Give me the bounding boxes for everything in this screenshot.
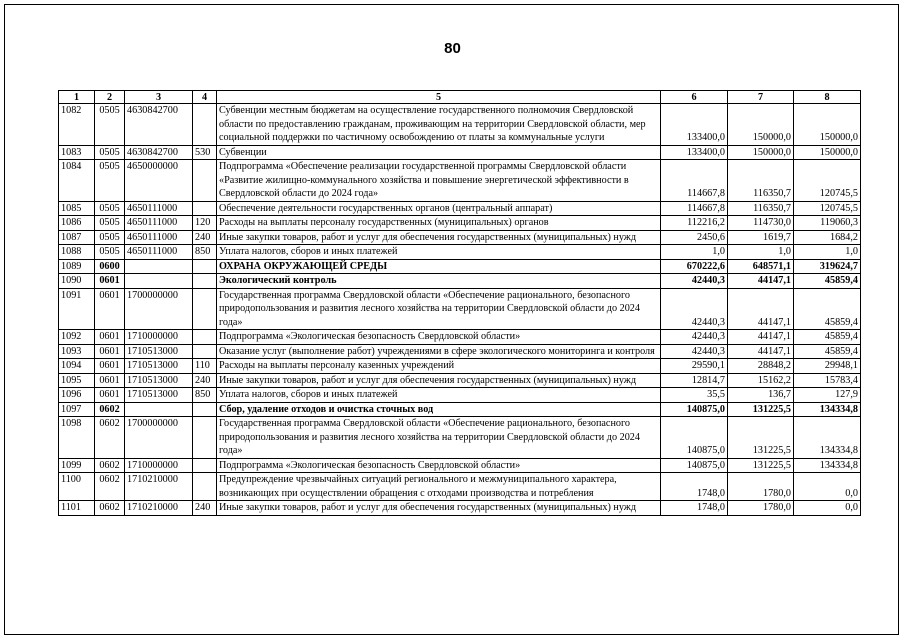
amount-col7-cell: 136,7	[728, 388, 794, 403]
section-code-cell: 0505	[95, 160, 125, 202]
target-article-cell: 1710000000	[125, 330, 193, 345]
amount-col6-cell: 140875,0	[661, 458, 728, 473]
expense-type-cell: 850	[193, 245, 217, 260]
amount-col7-cell: 28848,2	[728, 359, 794, 374]
target-article-cell: 4650111000	[125, 216, 193, 231]
expense-type-cell	[193, 201, 217, 216]
amount-col8-cell: 15783,4	[794, 373, 861, 388]
target-article-cell: 4630842700	[125, 145, 193, 160]
amount-col6-cell: 114667,8	[661, 201, 728, 216]
section-code-cell: 0505	[95, 104, 125, 146]
amount-col7-cell: 1780,0	[728, 473, 794, 501]
row-number-cell: 1098	[59, 417, 95, 459]
item-name-cell: Обеспечение деятельности государственных органов (центральный аппарат)	[217, 201, 661, 216]
budget-table	[58, 90, 861, 516]
table-body	[59, 104, 861, 516]
target-article-cell: 1710513000	[125, 373, 193, 388]
row-number-cell: 1084	[59, 160, 95, 202]
table-row	[59, 458, 861, 473]
amount-col7-cell: 44147,1	[728, 330, 794, 345]
target-article-cell: 1710513000	[125, 344, 193, 359]
amount-col6-cell: 42440,3	[661, 274, 728, 289]
item-name-cell: Государственная программа Свердловской области «Обеспечение рационального, безопасного природопользования и развития лесного хозяйства на территории Свердловской области до 2024 года»	[217, 417, 661, 459]
amount-col7-cell: 15162,2	[728, 373, 794, 388]
row-number-cell: 1090	[59, 274, 95, 289]
item-name-cell: Государственная программа Свердловской области «Обеспечение рационального, безопасного природопользования и развития лесного хозяйства на территории Свердловской области до 2024 года»	[217, 288, 661, 330]
amount-col7-cell: 131225,5	[728, 402, 794, 417]
section-code-cell: 0601	[95, 373, 125, 388]
item-name-cell: Иные закупки товаров, работ и услуг для обеспечения государственных (муниципальных) нужд	[217, 373, 661, 388]
amount-col8-cell: 45859,4	[794, 288, 861, 330]
item-name-cell: Субвенции местным бюджетам на осуществление государственного полномочия Свердловской области по предоставлению гражданам, проживающим на территории Свердловской области, мер социальной поддержки по частичному освобождению от платы за коммунальные услуги	[217, 104, 661, 146]
row-number-cell: 1088	[59, 245, 95, 260]
amount-col8-cell: 120745,5	[794, 201, 861, 216]
amount-col6-cell: 35,5	[661, 388, 728, 403]
table-row	[59, 104, 861, 146]
target-article-cell: 4650111000	[125, 245, 193, 260]
amount-col7-cell: 150000,0	[728, 145, 794, 160]
section-code-cell: 0505	[95, 216, 125, 231]
column-header: 3	[125, 91, 193, 104]
table-row	[59, 274, 861, 289]
row-number-cell: 1083	[59, 145, 95, 160]
item-name-cell: Сбор, удаление отходов и очистка сточных вод	[217, 402, 661, 417]
row-number-cell: 1095	[59, 373, 95, 388]
amount-col6-cell: 1,0	[661, 245, 728, 260]
item-name-cell: Иные закупки товаров, работ и услуг для обеспечения государственных (муниципальных) нужд	[217, 501, 661, 516]
column-header: 6	[661, 91, 728, 104]
amount-col8-cell: 150000,0	[794, 104, 861, 146]
target-article-cell: 1710210000	[125, 473, 193, 501]
amount-col6-cell: 12814,7	[661, 373, 728, 388]
amount-col6-cell: 1748,0	[661, 501, 728, 516]
page-number: 80	[444, 40, 461, 57]
section-code-cell: 0601	[95, 359, 125, 374]
table-row	[59, 245, 861, 260]
table-row	[59, 359, 861, 374]
section-code-cell: 0505	[95, 201, 125, 216]
amount-col8-cell: 0,0	[794, 473, 861, 501]
amount-col7-cell: 1,0	[728, 245, 794, 260]
item-name-cell: Подпрограмма «Экологическая безопасность Свердловской области»	[217, 458, 661, 473]
row-number-cell: 1082	[59, 104, 95, 146]
target-article-cell	[125, 274, 193, 289]
table-row	[59, 230, 861, 245]
expense-type-cell	[193, 458, 217, 473]
row-number-cell: 1087	[59, 230, 95, 245]
row-number-cell: 1099	[59, 458, 95, 473]
target-article-cell	[125, 402, 193, 417]
amount-col8-cell: 127,9	[794, 388, 861, 403]
item-name-cell: Иные закупки товаров, работ и услуг для обеспечения государственных (муниципальных) нужд	[217, 230, 661, 245]
table-row	[59, 402, 861, 417]
table-row	[59, 373, 861, 388]
expense-type-cell: 120	[193, 216, 217, 231]
table-row	[59, 201, 861, 216]
item-name-cell: Оказание услуг (выполнение работ) учреждениями в сфере экологического мониторинга и контроля	[217, 344, 661, 359]
table-row	[59, 501, 861, 516]
amount-col8-cell: 1684,2	[794, 230, 861, 245]
row-number-cell: 1086	[59, 216, 95, 231]
table-row	[59, 216, 861, 231]
table-row	[59, 388, 861, 403]
expense-type-cell: 240	[193, 501, 217, 516]
amount-col6-cell: 133400,0	[661, 104, 728, 146]
amount-col7-cell: 1619,7	[728, 230, 794, 245]
target-article-cell: 1700000000	[125, 417, 193, 459]
table-row	[59, 259, 861, 274]
amount-col7-cell: 116350,7	[728, 201, 794, 216]
section-code-cell: 0602	[95, 501, 125, 516]
table-row	[59, 160, 861, 202]
item-name-cell: ОХРАНА ОКРУЖАЮЩЕЙ СРЕДЫ	[217, 259, 661, 274]
column-header: 8	[794, 91, 861, 104]
column-header: 5	[217, 91, 661, 104]
section-code-cell: 0601	[95, 388, 125, 403]
amount-col8-cell: 134334,8	[794, 458, 861, 473]
table-header-row	[59, 91, 861, 104]
item-name-cell: Подпрограмма «Экологическая безопасность Свердловской области»	[217, 330, 661, 345]
amount-col7-cell: 44147,1	[728, 344, 794, 359]
target-article-cell: 4650000000	[125, 160, 193, 202]
row-number-cell: 1085	[59, 201, 95, 216]
row-number-cell: 1094	[59, 359, 95, 374]
expense-type-cell	[193, 288, 217, 330]
target-article-cell: 4650111000	[125, 201, 193, 216]
section-code-cell: 0601	[95, 274, 125, 289]
amount-col7-cell: 116350,7	[728, 160, 794, 202]
amount-col8-cell: 45859,4	[794, 274, 861, 289]
amount-col6-cell: 29590,1	[661, 359, 728, 374]
item-name-cell: Субвенции	[217, 145, 661, 160]
section-code-cell: 0601	[95, 330, 125, 345]
amount-col7-cell: 44147,1	[728, 274, 794, 289]
amount-col7-cell: 648571,1	[728, 259, 794, 274]
expense-type-cell	[193, 402, 217, 417]
section-code-cell: 0601	[95, 288, 125, 330]
item-name-cell: Подпрограмма «Обеспечение реализации государственной программы Свердловской области «Развитие жилищно-коммунального хозяйства и повышение энергетической эффективности в Свердловской области до 2024 года»	[217, 160, 661, 202]
section-code-cell: 0601	[95, 344, 125, 359]
amount-col6-cell: 140875,0	[661, 402, 728, 417]
row-number-cell: 1089	[59, 259, 95, 274]
table-row	[59, 145, 861, 160]
amount-col8-cell: 45859,4	[794, 344, 861, 359]
amount-col8-cell: 134334,8	[794, 402, 861, 417]
row-number-cell: 1101	[59, 501, 95, 516]
row-number-cell: 1093	[59, 344, 95, 359]
amount-col6-cell: 42440,3	[661, 330, 728, 345]
amount-col6-cell: 114667,8	[661, 160, 728, 202]
expense-type-cell: 110	[193, 359, 217, 374]
column-header: 2	[95, 91, 125, 104]
row-number-cell: 1091	[59, 288, 95, 330]
expense-type-cell: 530	[193, 145, 217, 160]
amount-col7-cell: 150000,0	[728, 104, 794, 146]
amount-col6-cell: 670222,6	[661, 259, 728, 274]
section-code-cell: 0602	[95, 417, 125, 459]
item-name-cell: Экологический контроль	[217, 274, 661, 289]
target-article-cell: 1710210000	[125, 501, 193, 516]
column-header: 7	[728, 91, 794, 104]
amount-col7-cell: 131225,5	[728, 417, 794, 459]
row-number-cell: 1100	[59, 473, 95, 501]
table-row	[59, 473, 861, 501]
expense-type-cell: 850	[193, 388, 217, 403]
item-name-cell: Предупреждение чрезвычайных ситуаций регионального и межмуниципального характера, возникающих при осуществлении обращения с отходами производства и потребления	[217, 473, 661, 501]
target-article-cell: 1710513000	[125, 359, 193, 374]
amount-col6-cell: 133400,0	[661, 145, 728, 160]
amount-col6-cell: 112216,2	[661, 216, 728, 231]
table-row	[59, 417, 861, 459]
expense-type-cell	[193, 344, 217, 359]
expense-type-cell	[193, 330, 217, 345]
item-name-cell: Расходы на выплаты персоналу казенных учреждений	[217, 359, 661, 374]
amount-col6-cell: 140875,0	[661, 417, 728, 459]
amount-col8-cell: 319624,7	[794, 259, 861, 274]
section-code-cell: 0602	[95, 473, 125, 501]
item-name-cell: Уплата налогов, сборов и иных платежей	[217, 388, 661, 403]
expense-type-cell	[193, 274, 217, 289]
amount-col8-cell: 29948,1	[794, 359, 861, 374]
section-code-cell: 0505	[95, 145, 125, 160]
amount-col6-cell: 42440,3	[661, 288, 728, 330]
amount-col8-cell: 120745,5	[794, 160, 861, 202]
expense-type-cell	[193, 417, 217, 459]
column-header: 1	[59, 91, 95, 104]
column-header: 4	[193, 91, 217, 104]
item-name-cell: Уплата налогов, сборов и иных платежей	[217, 245, 661, 260]
amount-col6-cell: 2450,6	[661, 230, 728, 245]
amount-col8-cell: 134334,8	[794, 417, 861, 459]
target-article-cell: 1700000000	[125, 288, 193, 330]
section-code-cell: 0505	[95, 230, 125, 245]
target-article-cell: 1710513000	[125, 388, 193, 403]
target-article-cell: 4650111000	[125, 230, 193, 245]
amount-col8-cell: 1,0	[794, 245, 861, 260]
table-row	[59, 344, 861, 359]
amount-col7-cell: 131225,5	[728, 458, 794, 473]
amount-col8-cell: 150000,0	[794, 145, 861, 160]
amount-col8-cell: 45859,4	[794, 330, 861, 345]
row-number-cell: 1092	[59, 330, 95, 345]
expense-type-cell: 240	[193, 373, 217, 388]
amount-col6-cell: 1748,0	[661, 473, 728, 501]
row-number-cell: 1097	[59, 402, 95, 417]
expense-type-cell	[193, 104, 217, 146]
amount-col7-cell: 44147,1	[728, 288, 794, 330]
section-code-cell: 0600	[95, 259, 125, 274]
row-number-cell: 1096	[59, 388, 95, 403]
expense-type-cell	[193, 259, 217, 274]
target-article-cell: 4630842700	[125, 104, 193, 146]
item-name-cell: Расходы на выплаты персоналу государственных (муниципальных) органов	[217, 216, 661, 231]
table-row	[59, 288, 861, 330]
section-code-cell: 0602	[95, 458, 125, 473]
expense-type-cell	[193, 473, 217, 501]
amount-col7-cell: 1780,0	[728, 501, 794, 516]
amount-col8-cell: 119060,3	[794, 216, 861, 231]
amount-col7-cell: 114730,0	[728, 216, 794, 231]
target-article-cell: 1710000000	[125, 458, 193, 473]
section-code-cell: 0602	[95, 402, 125, 417]
expense-type-cell: 240	[193, 230, 217, 245]
expense-type-cell	[193, 160, 217, 202]
target-article-cell	[125, 259, 193, 274]
amount-col8-cell: 0,0	[794, 501, 861, 516]
table-row	[59, 330, 861, 345]
amount-col6-cell: 42440,3	[661, 344, 728, 359]
section-code-cell: 0505	[95, 245, 125, 260]
